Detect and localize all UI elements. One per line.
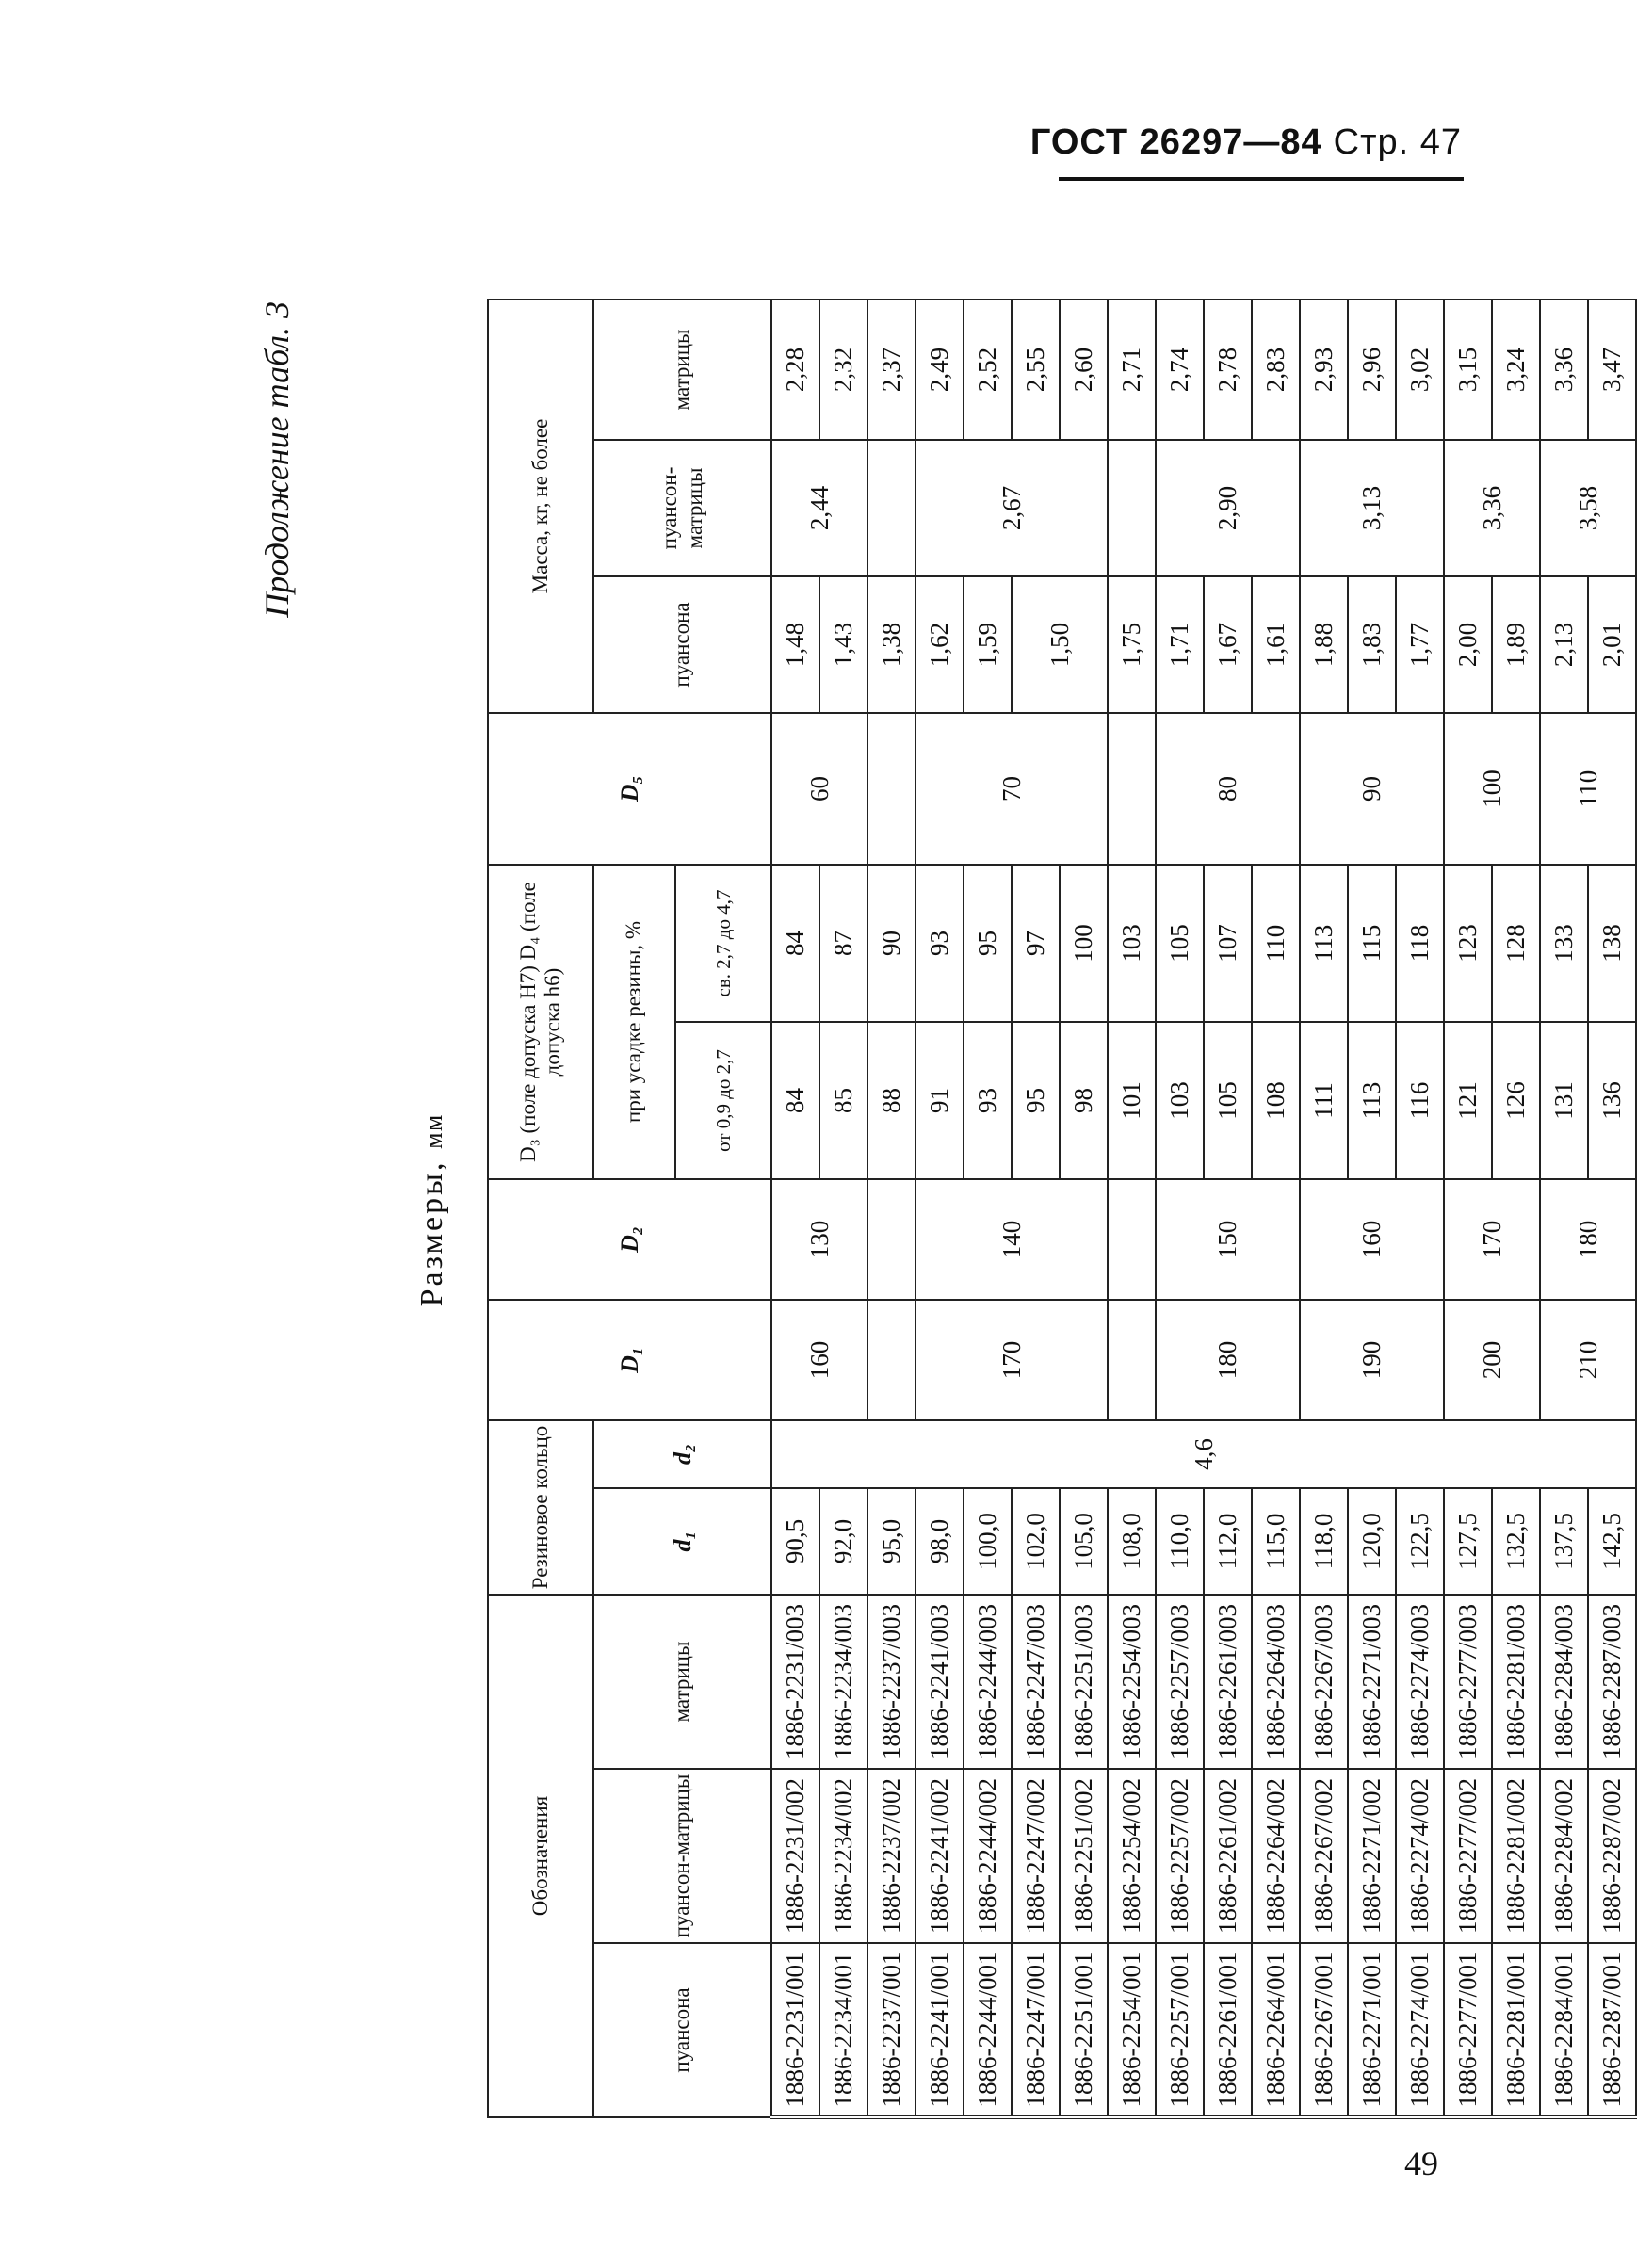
mass-punch-value: 1,59 bbox=[964, 576, 1012, 713]
mass-punch-value: 1,89 bbox=[1492, 576, 1540, 713]
shrink-over-value: 123 bbox=[1444, 865, 1492, 1022]
mass-punch-value: 2,01 bbox=[1588, 576, 1636, 713]
matrix-designation: 1886-2264/003 bbox=[1252, 1595, 1300, 1769]
punch-matrix-designation: 1886-2277/002 bbox=[1444, 1769, 1492, 1943]
shrink-from-value: 105 bbox=[1204, 1022, 1252, 1179]
punch-designation: 1886-2254/001 bbox=[1108, 1943, 1156, 2117]
matrix-header: матрицы bbox=[593, 1595, 771, 1769]
shrink-from-value: 111 bbox=[1300, 1022, 1348, 1179]
D5-value: 100 bbox=[1444, 713, 1540, 865]
shrink-from-value: 91 bbox=[916, 1022, 964, 1179]
ring-d1-value: 112,0 bbox=[1204, 1488, 1252, 1595]
D3-D4-header: D₃ (поле допуска H7) D₄ (поле допуска h6) bbox=[488, 865, 593, 1179]
mass-punch-matrix-value: 2,44 bbox=[771, 440, 867, 576]
punch-matrix-designation: 1886-2254/002 bbox=[1108, 1769, 1156, 1943]
mass-punch-matrix-header: пуансон-матрицы bbox=[593, 440, 771, 576]
punch-designation: 1886-2251/001 bbox=[1060, 1943, 1108, 2117]
mass-punch-matrix-value: 2,90 bbox=[1156, 440, 1300, 576]
shrink-from-value: 113 bbox=[1348, 1022, 1396, 1179]
mass-header: Масса, кг, не более bbox=[488, 300, 593, 713]
matrix-designation: 1886-2241/003 bbox=[916, 1595, 964, 1769]
mass-matrix-value: 2,60 bbox=[1060, 300, 1108, 440]
shrink-from-value: 88 bbox=[867, 1022, 916, 1179]
D1-value: 200 bbox=[1444, 1300, 1540, 1420]
mass-matrix-value: 2,32 bbox=[819, 300, 867, 440]
rotated-table-block bbox=[240, 301, 1626, 2119]
ring-d1-value: 132,5 bbox=[1492, 1488, 1540, 1595]
table-row bbox=[771, 300, 819, 2117]
mass-matrix-value: 3,15 bbox=[1444, 300, 1492, 440]
matrix-designation: 1886-2237/003 bbox=[867, 1595, 916, 1769]
mass-matrix-value: 2,78 bbox=[1204, 300, 1252, 440]
shrink-from-value: 103 bbox=[1156, 1022, 1204, 1179]
D2-value: 130 bbox=[771, 1179, 867, 1300]
table-row bbox=[1540, 300, 1588, 2117]
shrink-over-value: 84 bbox=[771, 865, 819, 1022]
matrix-designation: 1886-2271/003 bbox=[1348, 1595, 1396, 1769]
ring-d1-value: 142,5 bbox=[1588, 1488, 1636, 1595]
punch-designation: 1886-2281/001 bbox=[1492, 1943, 1540, 2117]
table-row bbox=[1444, 300, 1492, 2117]
ring-d1-value: 120,0 bbox=[1348, 1488, 1396, 1595]
D5-value: 90 bbox=[1300, 713, 1444, 865]
mass-matrix-value: 2,52 bbox=[964, 300, 1012, 440]
mass-pm-empty bbox=[1108, 440, 1156, 576]
punch-designation: 1886-2257/001 bbox=[1156, 1943, 1204, 2117]
punch-header: пуансона bbox=[593, 1943, 771, 2117]
shrink-over-value: 110 bbox=[1252, 865, 1300, 1022]
matrix-designation: 1886-2247/003 bbox=[1012, 1595, 1060, 1769]
mass-punch-value: 1,83 bbox=[1348, 576, 1396, 713]
mass-matrix-value: 3,02 bbox=[1396, 300, 1444, 440]
shrink-over-value: 95 bbox=[964, 865, 1012, 1022]
mass-matrix-value: 2,93 bbox=[1300, 300, 1348, 440]
punch-matrix-designation: 1886-2231/002 bbox=[771, 1769, 819, 1943]
ring-d1-value: 105,0 bbox=[1060, 1488, 1108, 1595]
mass-matrix-value: 3,47 bbox=[1588, 300, 1636, 440]
D2-value: 150 bbox=[1156, 1179, 1300, 1300]
punch-designation: 1886-2241/001 bbox=[916, 1943, 964, 2117]
shrink-over-value: 107 bbox=[1204, 865, 1252, 1022]
D2-value: 160 bbox=[1300, 1179, 1444, 1300]
D2-value: 140 bbox=[916, 1179, 1108, 1300]
page-number: 49 bbox=[1404, 2145, 1438, 2182]
punch-matrix-designation: 1886-2247/002 bbox=[1012, 1769, 1060, 1943]
ring-d1-value: 92,0 bbox=[819, 1488, 867, 1595]
shrink-over-value: 115 bbox=[1348, 865, 1396, 1022]
D1-value: 170 bbox=[916, 1300, 1108, 1420]
mass-punch-value: 1,62 bbox=[916, 576, 964, 713]
matrix-designation: 1886-2234/003 bbox=[819, 1595, 867, 1769]
mass-punch-value: 2,00 bbox=[1444, 576, 1492, 713]
table-row bbox=[867, 300, 916, 2117]
ring-d1-value: 137,5 bbox=[1540, 1488, 1588, 1595]
ring-d1-value: 122,5 bbox=[1396, 1488, 1444, 1595]
mass-punch-value: 1,75 bbox=[1108, 576, 1156, 713]
D5-value: 110 bbox=[1540, 713, 1636, 865]
mass-punch-value: 1,88 bbox=[1300, 576, 1348, 713]
D1-header: D₁ bbox=[488, 1300, 771, 1420]
mass-punch-value: 1,48 bbox=[771, 576, 819, 713]
D5-value: 60 bbox=[771, 713, 867, 865]
punch-designation: 1886-2237/001 bbox=[867, 1943, 916, 2117]
mass-matrix-value: 3,36 bbox=[1540, 300, 1588, 440]
shrink-from-value: 108 bbox=[1252, 1022, 1300, 1179]
page-header bbox=[1030, 122, 1462, 163]
shrink-over-value: 133 bbox=[1540, 865, 1588, 1022]
punch-designation: 1886-2234/001 bbox=[819, 1943, 867, 2117]
D2-header: D₂ bbox=[488, 1179, 771, 1300]
mass-punch-value: 1,43 bbox=[819, 576, 867, 713]
mass-punch-matrix-value: 3,58 bbox=[1540, 440, 1636, 576]
shrink-over-value: 100 bbox=[1060, 865, 1108, 1022]
mass-punch-value: 1,38 bbox=[867, 576, 916, 713]
d2-header: d₂ bbox=[593, 1420, 771, 1488]
punch-designation: 1886-2231/001 bbox=[771, 1943, 819, 2117]
D2-empty bbox=[1108, 1179, 1156, 1300]
punch-designation: 1886-2264/001 bbox=[1252, 1943, 1300, 2117]
mass-matrix-value: 2,49 bbox=[916, 300, 964, 440]
punch-designation: 1886-2261/001 bbox=[1204, 1943, 1252, 2117]
punch-matrix-designation: 1886-2244/002 bbox=[964, 1769, 1012, 1943]
matrix-designation: 1886-2274/003 bbox=[1396, 1595, 1444, 1769]
shrink-over-value: 138 bbox=[1588, 865, 1636, 1022]
mass-matrix-header: матрицы bbox=[593, 300, 771, 440]
punch-matrix-designation: 1886-2281/002 bbox=[1492, 1769, 1540, 1943]
punch-matrix-designation: 1886-2267/002 bbox=[1300, 1769, 1348, 1943]
table-row bbox=[916, 300, 964, 2117]
table-body bbox=[771, 300, 1636, 2117]
mass-pm-empty bbox=[867, 440, 916, 576]
D2-value: 170 bbox=[1444, 1179, 1540, 1300]
D1-empty bbox=[867, 1300, 916, 1420]
matrix-designation: 1886-2257/003 bbox=[1156, 1595, 1204, 1769]
punch-matrix-designation: 1886-2257/002 bbox=[1156, 1769, 1204, 1943]
mass-punch-value: 1,61 bbox=[1252, 576, 1300, 713]
punch-matrix-designation: 1886-2261/002 bbox=[1204, 1769, 1252, 1943]
matrix-designation: 1886-2244/003 bbox=[964, 1595, 1012, 1769]
shrink-from-value: 93 bbox=[964, 1022, 1012, 1179]
matrix-designation: 1886-2284/003 bbox=[1540, 1595, 1588, 1769]
punch-matrix-designation: 1886-2234/002 bbox=[819, 1769, 867, 1943]
punch-designation: 1886-2287/001 bbox=[1588, 1943, 1636, 2117]
D1-empty bbox=[1108, 1300, 1156, 1420]
D5-empty bbox=[1108, 713, 1156, 865]
shrink-from-header: от 0,9 до 2,7 bbox=[675, 1022, 771, 1179]
D5-empty bbox=[867, 713, 916, 865]
table-row bbox=[1300, 300, 1348, 2117]
punch-designation: 1886-2284/001 bbox=[1540, 1943, 1588, 2117]
punch-designation: 1886-2271/001 bbox=[1348, 1943, 1396, 2117]
punch-designation: 1886-2244/001 bbox=[964, 1943, 1012, 2117]
mass-punch-matrix-value: 2,67 bbox=[916, 440, 1108, 576]
punch-matrix-designation: 1886-2287/002 bbox=[1588, 1769, 1636, 1943]
standard-number: ГОСТ 26297—84 bbox=[1029, 122, 1322, 162]
punch-matrix-header: пуансон-матрицы bbox=[593, 1769, 771, 1943]
ring-d1-value: 100,0 bbox=[964, 1488, 1012, 1595]
table-title bbox=[414, 301, 450, 2119]
ring-d1-value: 95,0 bbox=[867, 1488, 916, 1595]
shrink-from-value: 84 bbox=[771, 1022, 819, 1179]
shrink-over-value: 87 bbox=[819, 865, 867, 1022]
matrix-designation: 1886-2254/003 bbox=[1108, 1595, 1156, 1769]
mass-matrix-value: 2,83 bbox=[1252, 300, 1300, 440]
punch-matrix-designation: 1886-2271/002 bbox=[1348, 1769, 1396, 1943]
punch-matrix-designation: 1886-2274/002 bbox=[1396, 1769, 1444, 1943]
ring-d2-value: 4,6 bbox=[771, 1420, 1636, 1488]
ring-d1-value: 127,5 bbox=[1444, 1488, 1492, 1595]
D5-value: 70 bbox=[916, 713, 1108, 865]
mass-punch-header: пуансона bbox=[593, 576, 771, 713]
mass-matrix-value: 2,96 bbox=[1348, 300, 1396, 440]
punch-matrix-designation: 1886-2284/002 bbox=[1540, 1769, 1588, 1943]
punch-designation: 1886-2267/001 bbox=[1300, 1943, 1348, 2117]
punch-matrix-designation: 1886-2264/002 bbox=[1252, 1769, 1300, 1943]
ring-d1-value: 102,0 bbox=[1012, 1488, 1060, 1595]
mass-punch-value: 1,71 bbox=[1156, 576, 1204, 713]
shrink-over-value: 105 bbox=[1156, 865, 1204, 1022]
shrink-over-value: 118 bbox=[1396, 865, 1444, 1022]
shrink-from-value: 98 bbox=[1060, 1022, 1108, 1179]
punch-matrix-designation: 1886-2251/002 bbox=[1060, 1769, 1108, 1943]
d1-header: d₁ bbox=[593, 1488, 771, 1595]
D1-value: 210 bbox=[1540, 1300, 1636, 1420]
matrix-designation: 1886-2261/003 bbox=[1204, 1595, 1252, 1769]
mass-punch-matrix-value: 3,13 bbox=[1300, 440, 1444, 576]
dimensions-table bbox=[487, 299, 1637, 2119]
mass-punch-value: 1,77 bbox=[1396, 576, 1444, 713]
shrink-over-header: св. 2,7 до 4,7 bbox=[675, 865, 771, 1022]
shrink-over-value: 113 bbox=[1300, 865, 1348, 1022]
mass-matrix-value: 2,74 bbox=[1156, 300, 1204, 440]
shrink-from-value: 136 bbox=[1588, 1022, 1636, 1179]
D2-value: 180 bbox=[1540, 1179, 1636, 1300]
mass-matrix-value: 2,55 bbox=[1012, 300, 1060, 440]
ring-d1-value: 108,0 bbox=[1108, 1488, 1156, 1595]
mass-punch-matrix-value: 3,36 bbox=[1444, 440, 1540, 576]
ring-d1-value: 115,0 bbox=[1252, 1488, 1300, 1595]
shrink-from-value: 121 bbox=[1444, 1022, 1492, 1179]
matrix-designation: 1886-2287/003 bbox=[1588, 1595, 1636, 1769]
ring-d1-value: 98,0 bbox=[916, 1488, 964, 1595]
matrix-designation: 1886-2231/003 bbox=[771, 1595, 819, 1769]
matrix-designation: 1886-2251/003 bbox=[1060, 1595, 1108, 1769]
shrink-from-value: 116 bbox=[1396, 1022, 1444, 1179]
shrink-over-value: 97 bbox=[1012, 865, 1060, 1022]
shrink-over-value: 103 bbox=[1108, 865, 1156, 1022]
punch-designation: 1886-2247/001 bbox=[1012, 1943, 1060, 2117]
shrinkage-header: при усадке резины, % bbox=[593, 865, 675, 1179]
shrink-from-value: 131 bbox=[1540, 1022, 1588, 1179]
matrix-designation: 1886-2277/003 bbox=[1444, 1595, 1492, 1769]
ring-header: Резиновое кольцо bbox=[488, 1420, 593, 1595]
D5-value: 80 bbox=[1156, 713, 1300, 865]
mass-punch-value: 1,67 bbox=[1204, 576, 1252, 713]
D1-value: 190 bbox=[1300, 1300, 1444, 1420]
unit-label: мм bbox=[419, 1113, 448, 1150]
mass-punch-value: 1,50 bbox=[1012, 576, 1108, 713]
ring-d1-value: 90,5 bbox=[771, 1488, 819, 1595]
mass-matrix-value: 2,71 bbox=[1108, 300, 1156, 440]
table-row bbox=[1156, 300, 1204, 2117]
table-row bbox=[1108, 300, 1156, 2117]
D2-empty bbox=[867, 1179, 916, 1300]
D1-value: 160 bbox=[771, 1300, 867, 1420]
shrink-over-value: 90 bbox=[867, 865, 916, 1022]
punch-matrix-designation: 1886-2237/002 bbox=[867, 1769, 916, 1943]
sizes-label: Размеры, bbox=[414, 1159, 449, 1307]
mass-matrix-value: 3,24 bbox=[1492, 300, 1540, 440]
matrix-designation: 1886-2281/003 bbox=[1492, 1595, 1540, 1769]
designations-header: Обозначения bbox=[488, 1595, 593, 2117]
ring-d1-value: 118,0 bbox=[1300, 1488, 1348, 1595]
punch-matrix-designation: 1886-2241/002 bbox=[916, 1769, 964, 1943]
mass-matrix-value: 2,28 bbox=[771, 300, 819, 440]
shrink-over-value: 93 bbox=[916, 865, 964, 1022]
table-continuation-caption: Продолжение табл. 3 bbox=[258, 301, 296, 618]
matrix-designation: 1886-2267/003 bbox=[1300, 1595, 1348, 1769]
shrink-from-value: 95 bbox=[1012, 1022, 1060, 1179]
ring-d1-value: 110,0 bbox=[1156, 1488, 1204, 1595]
punch-designation: 1886-2277/001 bbox=[1444, 1943, 1492, 2117]
D1-value: 180 bbox=[1156, 1300, 1300, 1420]
shrink-from-value: 101 bbox=[1108, 1022, 1156, 1179]
D5-header: D₅ bbox=[488, 713, 771, 865]
punch-designation: 1886-2274/001 bbox=[1396, 1943, 1444, 2117]
mass-punch-value: 2,13 bbox=[1540, 576, 1588, 713]
shrink-over-value: 128 bbox=[1492, 865, 1540, 1022]
header-rule bbox=[1059, 177, 1464, 181]
shrink-from-value: 85 bbox=[819, 1022, 867, 1179]
shrink-from-value: 126 bbox=[1492, 1022, 1540, 1179]
page-label: Стр. 47 bbox=[1333, 122, 1462, 162]
mass-matrix-value: 2,37 bbox=[867, 300, 916, 440]
